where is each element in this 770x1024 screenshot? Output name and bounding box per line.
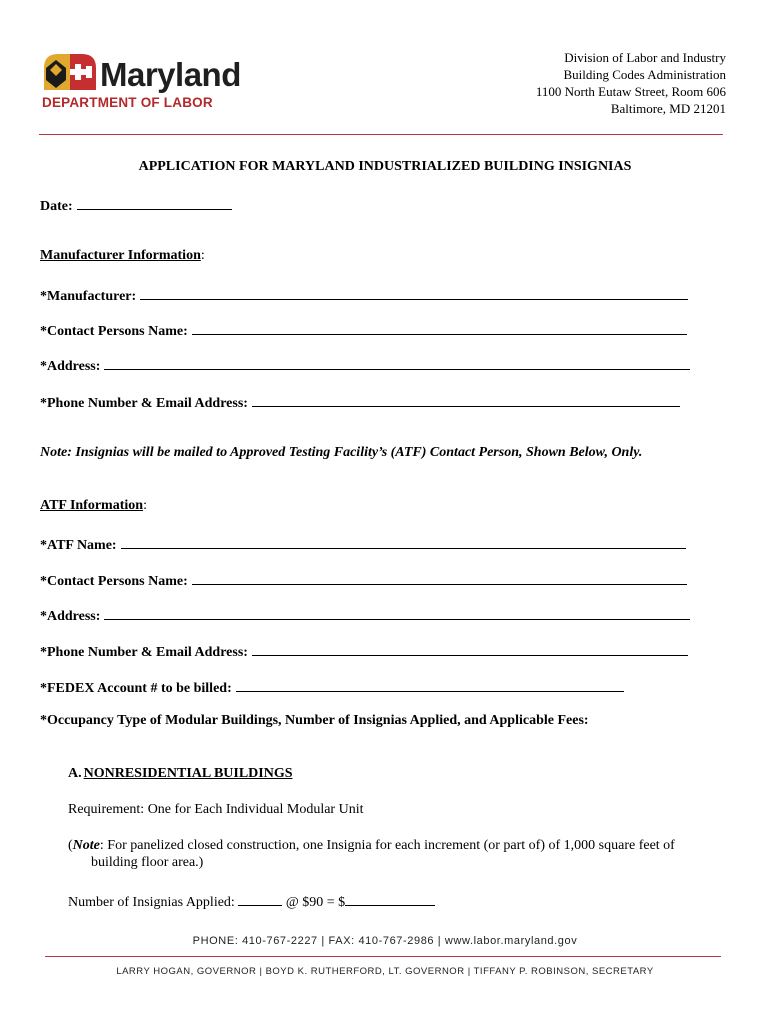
manufacturer-address-field[interactable] [104,355,690,370]
atf-address-label: *Address: [40,609,101,624]
insignias-price: @ $90 = $ [285,895,346,910]
manufacturer-contact-label: *Contact Persons Name: [40,324,188,339]
occupancy-heading: *Occupancy Type of Modular Buildings, Number of Insignias Applied, and Applicable Fees: [40,713,589,728]
date-field[interactable] [77,195,232,210]
atf-contact-label: *Contact Persons Name: [40,574,188,589]
requirement-text: Requirement: One for Each Individual Modular Unit [68,802,364,817]
insignias-label: Number of Insignias Applied: [68,895,235,910]
atf-phone-label: *Phone Number & Email Address: [40,645,248,660]
logo-department: DEPARTMENT OF LABOR [42,95,213,110]
address-line: Building Codes Administration [563,67,726,82]
maryland-flag-icon [42,52,98,92]
atf-phone-field[interactable] [252,641,688,656]
panelized-note-continued: building floor area.) [91,855,204,870]
fedex-field[interactable] [236,677,624,692]
atf-address-field[interactable] [104,605,690,620]
atf-name-field[interactable] [121,534,686,549]
manufacturer-field[interactable] [140,285,688,300]
mailing-note: Note: Insignias will be mailed to Approved Testing Facility’s (ATF) Contact Person, Shown Below, Only. [40,445,643,460]
address-line: Division of Labor and Industry [564,50,726,65]
atf-section-heading: ATF Information: [40,498,147,513]
manufacturer-row [40,285,688,305]
atf-contact-row [40,570,687,590]
address-line: Baltimore, MD 21201 [610,101,726,116]
nonresidential-heading: A. NONRESIDENTIAL BUILDINGS [68,766,293,781]
manufacturer-phone-row [40,392,680,412]
atf-address-row [40,605,690,625]
agency-address [536,49,726,117]
panelized-note: (Note: For panelized closed construction, one Insignia for each increment (or part of) of 1,000 square feet of [68,838,675,853]
manufacturer-phone-field[interactable] [252,392,680,407]
header-divider [39,134,723,135]
footer-officials: LARRY HOGAN, GOVERNOR | BOYD K. RUTHERFORD, LT. GOVERNOR | TIFFANY P. ROBINSON, SECRETARY [116,966,654,977]
footer-divider [45,956,721,957]
form-title: APPLICATION FOR MARYLAND INDUSTRIALIZED BUILDING INSIGNIAS [138,159,632,174]
manufacturer-address-row [40,355,690,375]
footer-contact: PHONE: 410-767-2227 | FAX: 410-767-2986 | www.labor.maryland.gov [192,935,578,947]
atf-name-label: *ATF Name: [40,538,117,553]
fedex-row [40,677,624,697]
fedex-label: *FEDEX Account # to be billed: [40,681,232,696]
manufacturer-contact-field[interactable] [192,320,687,335]
address-line: 1100 North Eutaw Street, Room 606 [535,84,726,99]
manufacturer-label: *Manufacturer: [40,289,137,304]
manufacturer-phone-label: *Phone Number & Email Address: [40,396,248,411]
maryland-labor-logo [42,50,262,112]
logo-wordmark: Maryland [100,56,241,93]
manufacturer-address-label: *Address: [40,359,101,374]
atf-phone-row [40,641,688,661]
insignias-row [68,891,435,911]
atf-contact-field[interactable] [192,570,687,585]
atf-name-row [40,534,686,554]
manufacturer-section-heading: Manufacturer Information: [40,248,205,263]
manufacturer-contact-row [40,320,687,340]
date-label: Date: [40,199,73,214]
date-row [40,195,232,215]
insignias-total-field[interactable] [345,891,435,906]
insignias-count-field[interactable] [238,891,282,906]
